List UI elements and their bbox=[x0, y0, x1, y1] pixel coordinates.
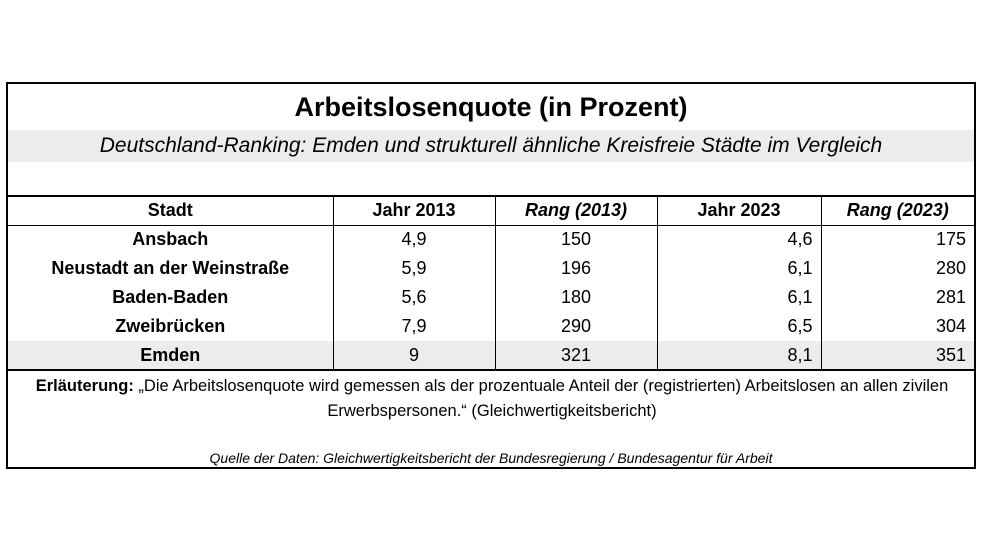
cell-jahr-2013: 7,9 bbox=[333, 312, 495, 341]
table-frame bbox=[6, 82, 976, 469]
explanation-label: Erläuterung: bbox=[35, 377, 134, 395]
cell-stadt: Neustadt an der Weinstraße bbox=[8, 254, 333, 283]
cell-jahr-2013: 5,6 bbox=[333, 283, 495, 312]
table-title: Arbeitslosenquote (in Prozent) bbox=[294, 92, 688, 122]
table-row bbox=[8, 312, 974, 341]
column-header-rang-2023: Rang (2023) bbox=[821, 196, 974, 225]
cell-rang-2013: 321 bbox=[495, 341, 657, 370]
explanation-text: „Die Arbeitslosenquote wird gemessen als der prozentuale Anteil der (registrierten) Arbeitslosen an allen zivilen Erwerbspersonen.“ (Gleichwertigkeitsbericht) bbox=[133, 377, 949, 420]
cell-rang-2023: 281 bbox=[935, 287, 966, 307]
cell-jahr-2023: 8,1 bbox=[657, 341, 821, 370]
cell-stadt: Ansbach bbox=[8, 225, 333, 254]
unemployment-table bbox=[8, 195, 974, 371]
cell-rang-2023: 304 bbox=[935, 316, 966, 336]
cell-stadt: Emden bbox=[8, 341, 333, 370]
cell-stadt: Zweibrücken bbox=[8, 312, 333, 341]
cell-rang-2023: 351 bbox=[821, 341, 974, 370]
cell-rang-2013: 196 bbox=[495, 254, 657, 283]
column-header-jahr-2023: Jahr 2023 bbox=[657, 196, 821, 225]
cell-rang-2013: 180 bbox=[495, 283, 657, 312]
cell-rang-2023: 175 bbox=[935, 229, 966, 250]
cell-rang-2023: 280 bbox=[935, 258, 966, 278]
table-row bbox=[8, 225, 974, 254]
table-header-row bbox=[8, 196, 974, 225]
table-row bbox=[8, 283, 974, 312]
cell-jahr-2023: 6,1 bbox=[657, 254, 821, 283]
cell-jahr-2023: 6,5 bbox=[657, 312, 821, 341]
cell-jahr-2023: 6,1 bbox=[657, 283, 821, 312]
cell-jahr-2013: 5,9 bbox=[333, 254, 495, 283]
cell-rang-2013: 290 bbox=[495, 312, 657, 341]
table-row-highlighted bbox=[8, 341, 974, 370]
table-subtitle: Deutschland-Ranking: Emden und strukturell ähnliche Kreisfreie Städte im Vergleich bbox=[8, 130, 974, 162]
cell-stadt: Baden-Baden bbox=[8, 283, 333, 312]
cell-jahr-2023: 4,6 bbox=[657, 225, 821, 254]
column-header-jahr-2013: Jahr 2013 bbox=[333, 196, 495, 225]
cell-jahr-2013: 9 bbox=[333, 341, 495, 370]
cell-jahr-2013: 4,9 bbox=[333, 225, 495, 254]
table-row bbox=[8, 254, 974, 283]
data-source: Quelle der Daten: Gleichwertigkeitsbericht der Bundesregierung / Bundesagentur für Arbeit bbox=[209, 450, 773, 466]
column-header-rang-2013: Rang (2013) bbox=[495, 196, 657, 225]
column-header-stadt: Stadt bbox=[8, 196, 333, 225]
cell-rang-2013: 150 bbox=[495, 225, 657, 254]
explanation-note bbox=[12, 374, 972, 424]
